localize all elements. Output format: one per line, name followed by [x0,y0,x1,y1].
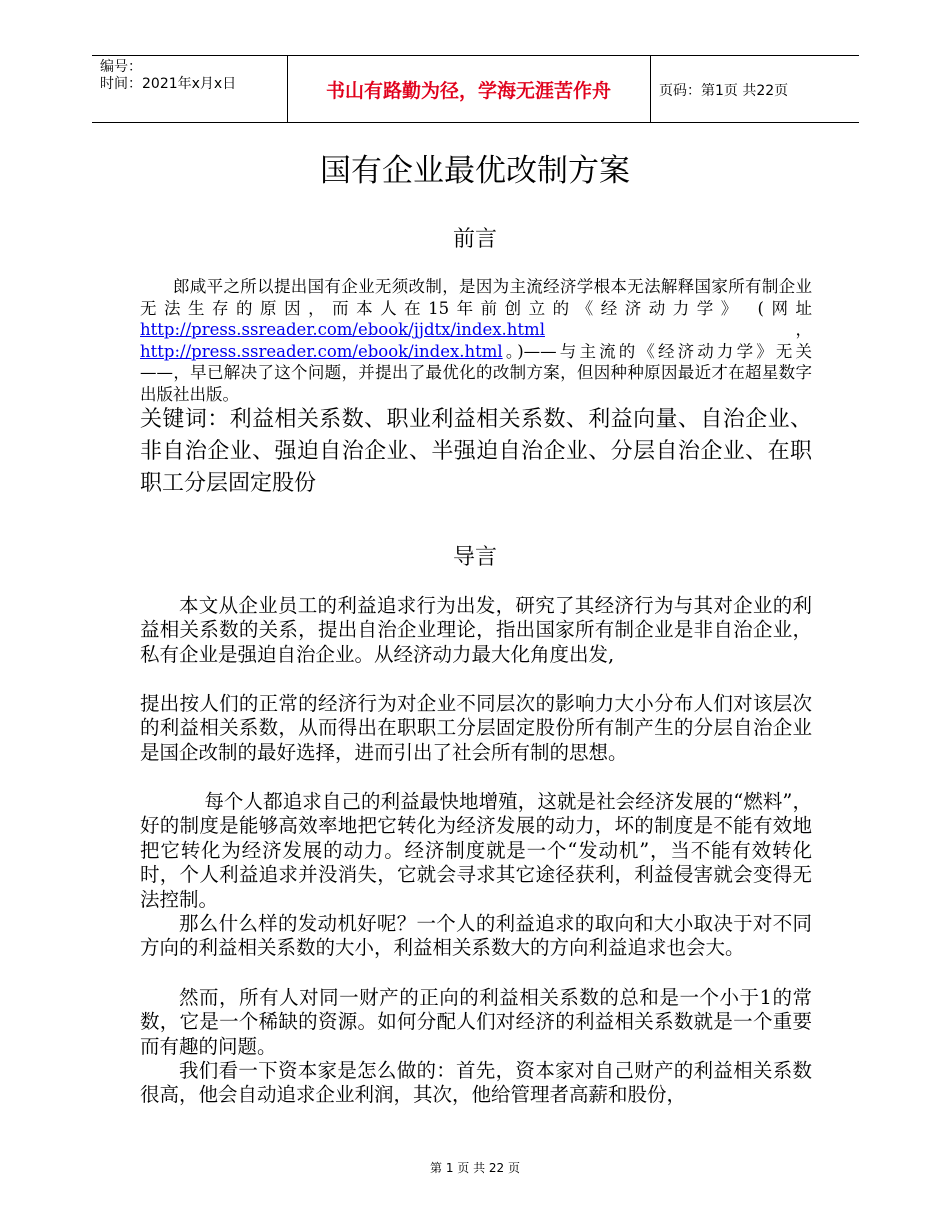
time-label: 时间：2021年x月x日 [100,76,237,92]
page-header [92,55,859,123]
intro-paragraph-5: 我们看一下资本家是怎么做的：首先，资本家对自己财产的利益相关系数很高，他会自动追求企业利润，其次，他给管理者高薪和股份， [140,1059,812,1107]
introduction-heading: 导言 [452,545,497,570]
link-ebook-index[interactable]: http://press.ssreader.com/ebook/index.html [140,341,503,361]
preface-paragraph [140,276,812,405]
page-footer: 第 1 页 共 22 页 [430,1161,520,1175]
preface-text-2: 。)——与主流的《经济动力学》无关——，早已解决了这个问题，并提出了最优化的改制方案，但因种种原因最近才在超星数字出版社出版。 [140,341,812,404]
document-title: 国有企业最优改制方案 [320,153,630,189]
preface-text-1: 郎咸平之所以提出国有企业无须改制，是因为主流经济学根本无法解释国家所有制企业无法生存的原因，而本人在15年前创立的《经济动力学》 (网址 [140,277,812,318]
header-meta [100,59,236,93]
header-page-info: 页码：第1页 共22页 [659,83,789,99]
link-separator: ， [544,320,812,339]
keywords: 关键词：利益相关系数、职业利益相关系数、利益向量、自治企业、非自治企业、强迫自治企业、半强迫自治企业、分层自治企业、在职职工分层固定股份 [140,407,812,496]
number-label: 编号： [100,59,142,75]
header-divider [650,56,651,122]
link-jjdtx[interactable]: http://press.ssreader.com/ebook/jjdtx/index.html [140,320,545,339]
header-motto: 书山有路勤为径，学海无涯苦作舟 [325,80,611,102]
intro-paragraph-2: 每个人都追求自己的利益最快地增殖，这就是社会经济发展的“燃料”，好的制度是能够高效率地把它转化为经济发展的动力，坏的制度是不能有效地把它转化为经济发展的动力。经济制度就是一个“发动机”，当不能有效转化时，个人利益追求并没消失，它就会寻求其它途径获利，利益侵害就会变得无法控制。 [140,790,812,911]
preface-heading: 前言 [452,227,497,252]
intro-paragraph-4: 然而，所有人对同一财产的正向的利益相关系数的总和是一个小于1的常数，它是一个稀缺的资源。如何分配人们对经济的利益相关系数就是一个重要而有趣的问题。 [140,986,812,1058]
intro-paragraph-1a: 本文从企业员工的利益追求行为出发，研究了其经济行为与其对企业的利益相关系数的关系，提出自治企业理论，指出国家所有制企业是非自治企业，私有企业是强迫自治企业。从经济动力最大化角度出发, [140,594,812,666]
intro-paragraph-1b: 提出按人们的正常的经济行为对企业不同层次的影响力大小分布人们对该层次的利益相关系数，从而得出在职职工分层固定股份所有制产生的分层自治企业是国企改制的最好选择，进而引出了社会所有制的思想。 [140,692,812,764]
intro-paragraph-3: 那么什么样的发动机好呢？一个人的利益追求的取向和大小取决于对不同方向的利益相关系数的大小，利益相关系数大的方向利益追求也会大。 [140,912,812,960]
